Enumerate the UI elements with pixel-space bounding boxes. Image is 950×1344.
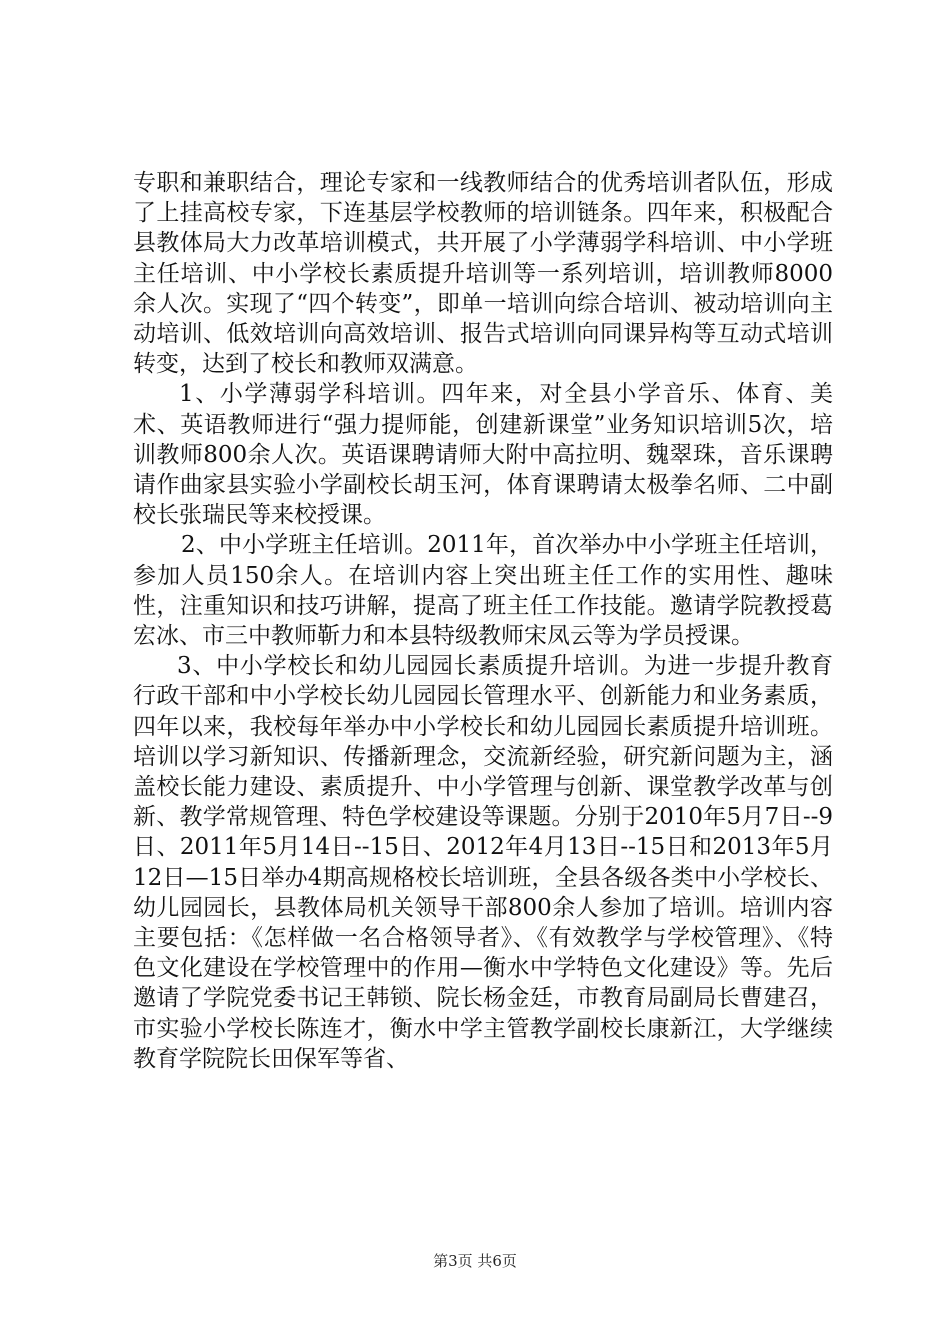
paragraph-principal-training: 3、中小学校长和幼儿园园长素质提升培训。为进一步提升教育行政干部和中小学校长幼儿园园长管理水平、创新能力和业务素质，四年以来，我校每年举办中小学校长和幼儿园园长素质提升培训班。培训以学习新知识、传播新理念，交流新经验，研究新问题为主，涵盖校长能力建设、素质提升、中小学管理与创新、课堂教学改革与创新、教学常规管理、特色学校建设等课题。分别于2010年5月7日--9日、2011年5月14日--15日、2012年4月13日--15日和2013年5月12日—15日举办4期高规格校长培训班，全县各级各类中小学校长、幼儿园园长，县教体局机关领导干部800余人参加了培训。培训内容主要包括：《怎样做一名合格领导者》、《有效教学与学校管理》、《特色文化建设在学校管理中的作用—衡水中学特色文化建设》等。先后邀请了学院党委书记王韩锁、院长杨金廷，市教育局副局长曹建召，市实验小学校长陈连才，衡水中学主管教学副校长康新江，大学继续教育学院院长田保军等省、	[133, 653, 833, 1072]
paragraph-class-teacher-training: 2、中小学班主任培训。2011年，首次举办中小学班主任培训，参加人员150余人。在培训内容上突出班主任工作的实用性、趣味性，注重知识和技巧讲解，提高了班主任工作技能。邀请学院教授葛宏冰、市三中教师靳力和本县特级教师宋凤云等为学员授课。	[133, 532, 833, 650]
paragraph-continuation: 专职和兼职结合，理论专家和一线教师结合的优秀培训者队伍，形成了上挂高校专家，下连基层学校教师的培训链条。四年来，积极配合县教体局大力改革培训模式，共开展了小学薄弱学科培训、中小学班主任培训、中小学校长素质提升培训等一系列培训，培训教师8000余人次。实现了“四个转变”，即单一培训向综合培训、被动培训向主动培训、低效培训向高效培训、报告式培训向同课异构等互动式培训转变，达到了校长和教师双满意。	[133, 170, 833, 378]
page-footer: 第3页 共6页	[433, 1252, 517, 1270]
document-body	[133, 168, 833, 1074]
paragraph-weak-subject-training: 1、小学薄弱学科培训。四年来，对全县小学音乐、体育、美术、英语教师进行“强力提师能，创建新课堂”业务知识培训5次，培训教师800余人次。英语课聘请师大附中高拉明、魏翠珠，音乐课聘请作曲家县实验小学副校长胡玉河，体育课聘请太极拳名师、二中副校长张瑞民等来校授课。	[133, 381, 833, 529]
